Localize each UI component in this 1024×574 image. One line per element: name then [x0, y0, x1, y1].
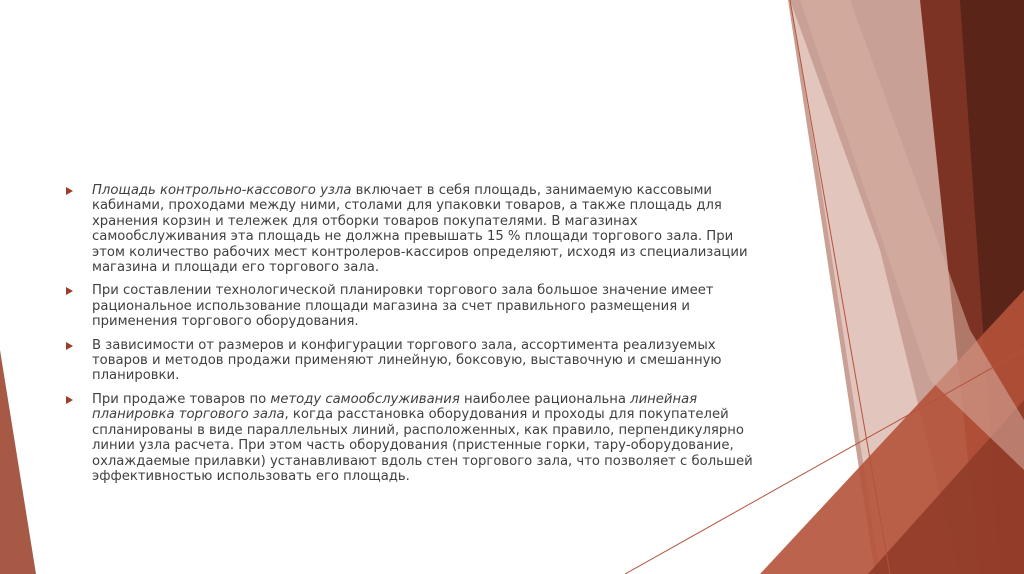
bullet-text: [92, 283, 714, 329]
triangle-right-icon: [66, 396, 73, 404]
bullet-text-italic: Площадь контрольно-кассового узла: [92, 183, 352, 198]
triangle-right-icon: [66, 342, 73, 350]
bullet-item: [66, 392, 766, 484]
triangle-right-icon: [66, 287, 73, 295]
bullet-text: [92, 392, 753, 484]
bullet-item: [66, 183, 766, 275]
bullet-text-italic: линейная планировка торгового зала: [92, 391, 698, 423]
bullet-text-plain: наиболее рациональна: [459, 391, 631, 407]
bullet-text-plain: , когда расстановка оборудования и проходы для покупателей спланированы в виде параллельных линий, расположенных, как правило, перпендикулярно линии узла расчета. При этом часть оборудования (пристенные горки, тару-оборудование, охлаждаемые прилавки) устанавливают вдоль стен торгового зала, что позволяет с большей эффективностью использовать его площадь.: [92, 407, 753, 484]
bullet-item: [66, 283, 766, 329]
bullet-text-plain: В зависимости от размеров и конфигурации торгового зала, ассортимента реализуемых товаров и методов продажи применяют линейную, боксовую, выставочную и смешанную планировки.: [92, 337, 722, 384]
bullet-text-plain: При продаже товаров по: [92, 391, 271, 407]
bullet-text: [92, 183, 748, 275]
bullet-list: [66, 183, 766, 492]
bullet-text-plain: включает в себя площадь, занимаемую кассовыми кабинами, проходами между ними, столами для упаковки товаров, а также площадь для хранения корзин и тележек для отборки товаров покупателями. В магазинах самообслуживания эта площадь не должна превышать 15 % площади торгового зала. При этом количество рабочих мест контролеров-кассиров определяют, исходя из специализации магазина и площади его торгового зала.: [92, 183, 748, 276]
triangle-right-icon: [66, 187, 73, 195]
bullet-item: [66, 338, 766, 384]
bullet-text: [92, 338, 721, 384]
left-edge-facet: [0, 350, 36, 574]
bullet-text-plain: При составлении технологической планировки торгового зала большое значение имеет рациональное использование площади магазина за счет правильного размещения и применения торгового оборудования.: [92, 283, 714, 330]
bullet-text-italic: методу самообслуживания: [270, 391, 460, 407]
